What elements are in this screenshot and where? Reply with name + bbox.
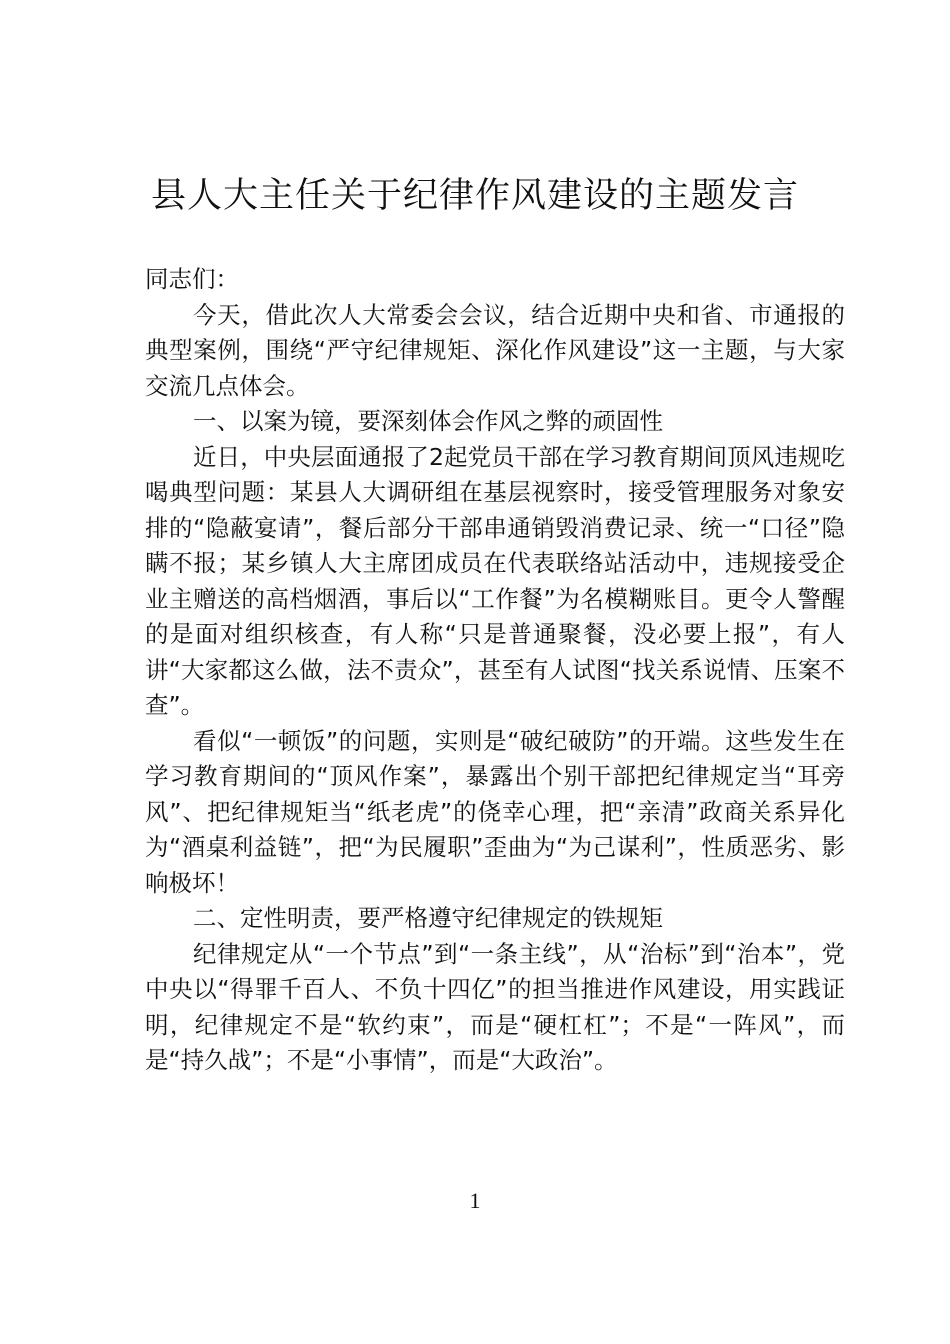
paragraph-intro: 今天，借此次人大常委会会议，结合近期中央和省、市通报的典型案例，围绕“严守纪律规矩、深化作风建设”这一主题，与大家交流几点体会。 — [145, 300, 845, 400]
section-heading-2: 二、定性明责，要严格遵守纪律规定的铁规矩 — [193, 904, 663, 932]
paragraph-discipline-rules: 纪律规定从“一个节点”到“一条主线”，从“治标”到“治本”，党中央以“得罪千百人、不负十四亿”的担当推进作风建设，用实践证明，纪律规定不是“软约束”，而是“硬杠杠”；不是“一阵风”，而是“持久战”；不是“小事情”，而是“大政治”。 — [145, 939, 845, 1074]
paragraph-analysis: 看似“一顿饭”的问题，实则是“破纪破防”的开端。这些发生在学习教育期间的“顶风作案”，暴露出个别干部把纪律规定当“耳旁风”、把纪律规矩当“纸老虎”的侥幸心理，把“亲清”政商关系异化为“酒桌利益链”，把“为民履职”歪曲为“为己谋利”，性质恶劣、影响极坏！ — [145, 726, 845, 897]
document-title: 县人大主任关于纪律作风建设的主题发言 — [150, 176, 799, 216]
document-body — [145, 262, 845, 1079]
paragraph-case-report: 近日，中央层面通报了2起党员干部在学习教育期间顶风违规吃喝典型问题：某县人大调研组在基层视察时，接受管理服务对象安排的“隐蔽宴请”，餐后部分干部串通销毁消费记录、统一“口径”隐瞒不报；某乡镇人大主席团成员在代表联络站活动中，违规接受企业主赠送的高档烟酒，事后以“工作餐”为名模糊账目。更令人警醒的是面对组织核查，有人称“只是普通聚餐，没必要上报”，有人讲“大家都这么做，法不责众”，甚至有人试图“找关系说情、压案不查”。 — [145, 442, 845, 719]
salutation: 同志们： — [145, 265, 239, 293]
section-heading-1: 一、以案为镜，要深刻体会作风之弊的顽固性 — [193, 407, 663, 435]
page-number: 1 — [469, 1188, 481, 1213]
